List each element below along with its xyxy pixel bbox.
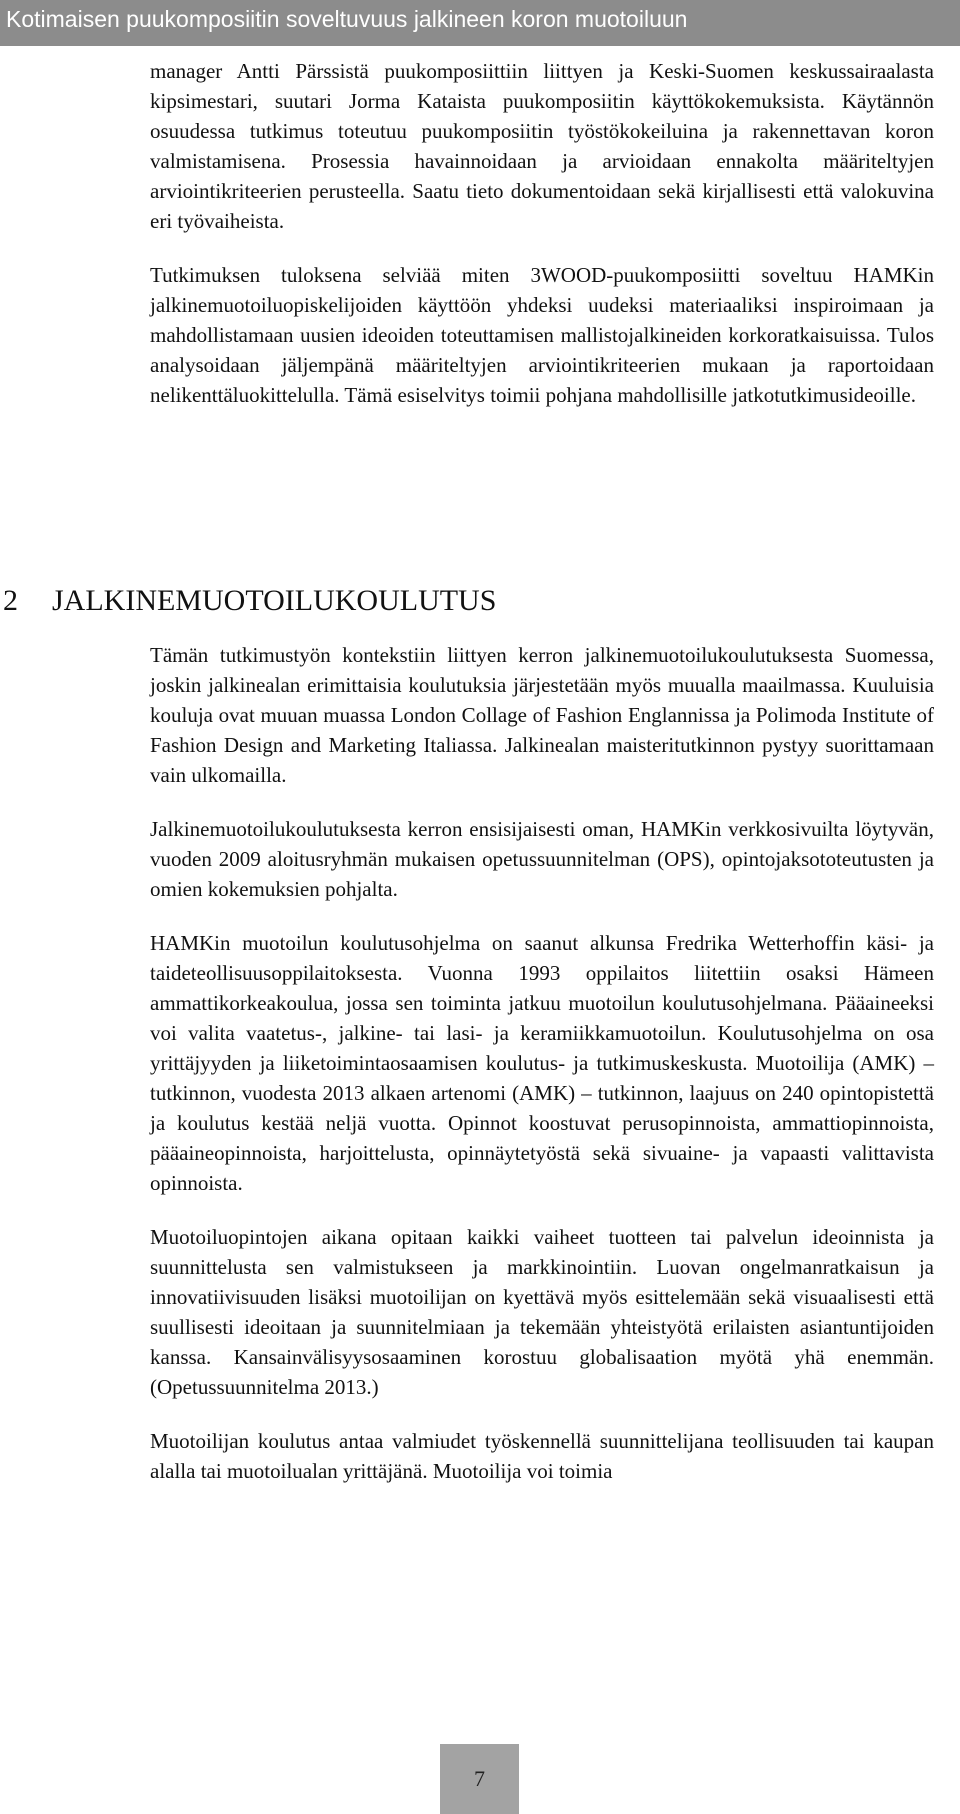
paragraph: Jalkinemuotoilukoulutuksesta kerron ensisijaisesti oman, HAMKin verkkosivuilta löytyvän, vuoden 2009 aloitusryhmän mukaisen opetussuunnitelman (OPS), opintojaksototeutusten ja omien kokemuksien pohjalta.: [150, 817, 934, 901]
page-number: 7: [474, 1766, 485, 1791]
paragraph: Tutkimuksen tuloksena selviää miten 3WOOD-puukomposiitti soveltuu HAMKin jalkinemuotoiluopiskelijoiden käyttöön yhdeksi uudeksi materiaaliksi inspiroimaan ja mahdollistamaan uusien ideoiden toteuttamisen mallistojalkineiden korkoratkaisuissa. Tulos analysoidaan jäljempänä määriteltyjen arviointikriteerien mukaan ja raportoidaan nelikenttäluokittelulla. Tämä esiselvitys toimii pohjana mahdollisille jatkotutkimusideoille.: [150, 263, 934, 407]
paragraph: manager Antti Pärssistä puukomposiittiin liittyen ja Keski-Suomen keskussairaalasta kipsimestari, suutari Jorma Kataista puukomposiitin käyttökokemuksista. Käytännön osuudessa tutkimus toteutuu puukomposiitin työstökokeiluina ja rakennettavan koron valmistamisena. Prosessia havainnoidaan ja arvioidaan ennakolta määriteltyjen arviointikriteerien perusteella. Saatu tieto dokumentoidaan sekä kirjallisesti että valokuvina eri työvaiheista.: [150, 59, 934, 233]
section-number: 2: [3, 584, 18, 617]
running-header-title: Kotimaisen puukomposiitin soveltuvuus jalkineen koron muotoiluun: [6, 6, 688, 32]
section-title: JALKINEMUOTOILUKOULUTUS: [52, 584, 497, 617]
running-header: [0, 0, 960, 46]
page-number-box: [440, 1744, 519, 1814]
paragraph: Muotoilijan koulutus antaa valmiudet työskennellä suunnittelijana teollisuuden tai kaupan alalla tai muotoilualan yrittäjänä. Muotoilija voi toimia: [150, 1429, 934, 1483]
section-1-body: [150, 56, 934, 434]
paragraph: HAMKin muotoilun koulutusohjelma on saanut alkunsa Fredrika Wetterhoffin käsi- ja taideteollisuusoppilaitoksesta. Vuonna 1993 oppilaitos liitettiin osaksi Hämeen ammattikorkeakoulua, jossa sen toiminta jatkuu muotoilun koulutusohjelmana. Pääaineeksi voi valita vaatetus-, jalkine- tai lasi- ja keramiikkamuotoilun. Koulutusohjelma on osa yrittäjyyden ja liiketoimintaosaamisen koulutus- ja tutkimuskeskusta. Muotoilija (AMK) – tutkinnon, vuodesta 2013 alkaen artenomi (AMK) – tutkinnon, laajuus on 240 opintopistettä ja koulutus kestää neljä vuotta. Opinnot koostuvat perusopinnoista, ammattiopinnoista, pääaineopinnoista, harjoittelusta, opinnäytetyöstä sekä sivuaine- ja vapaasti valittavista opinnoista.: [150, 931, 934, 1195]
paragraph: Muotoiluopintojen aikana opitaan kaikki vaiheet tuotteen tai palvelun ideoinnista ja suunnittelusta sen valmistukseen ja markkinointiin. Luovan ongelmanratkaisun ja innovatiivisuuden lisäksi muotoilijan on kyettävä myös esittelemään sekä visuaalisesti että suullisesti ideoitaan ja suunnitelmiaan ja tekemään yhteistyötä erilaisten asiantuntijoiden kanssa. Kansainvälisyysosaaminen korostuu globalisaation myötä yhä enemmän. (Opetussuunnitelma 2013.): [150, 1225, 934, 1399]
section-2-body: [150, 640, 934, 1510]
paragraph: Tämän tutkimustyön kontekstiin liittyen kerron jalkinemuotoilukoulutuksesta Suomessa, joskin jalkinealan erimittaisia koulutuksia järjestetään myös muualla maailmassa. Kuuluisia kouluja ovat muuan muassa London Collage of Fashion Englannissa ja Polimoda Institute of Fashion Design and Marketing Italiassa. Jalkinealan maisteritutkinnon pystyy suorittamaan vain ulkomailla.: [150, 643, 934, 787]
